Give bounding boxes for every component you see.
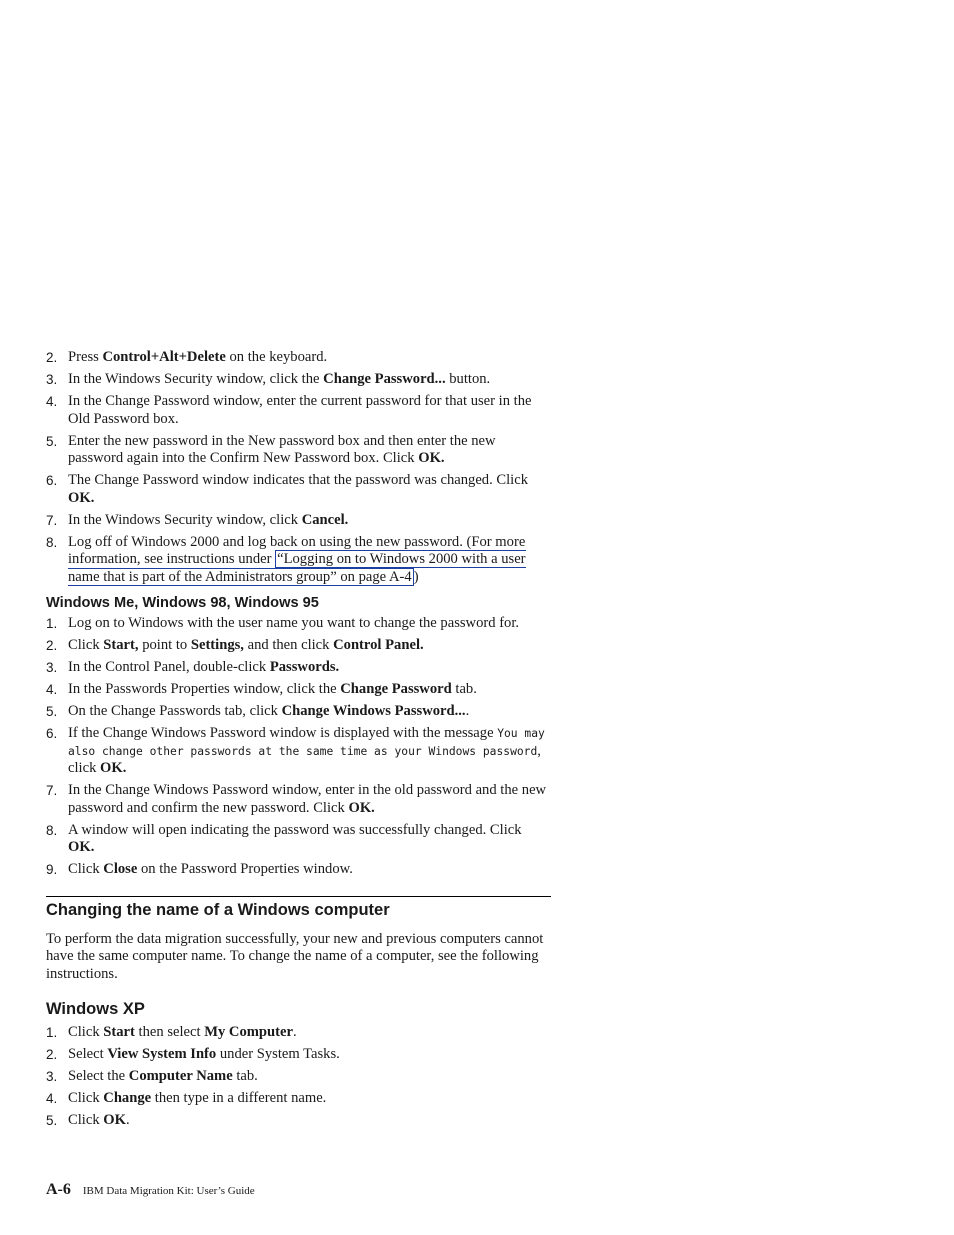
steps-windows-me (46, 615, 551, 879)
list-item: 5. On the Change Passwords tab, click Change Windows Password.... (46, 703, 470, 719)
subheading-windows-me: Windows Me, Windows 98, Windows 95 (46, 595, 319, 611)
list-item: 5. Enter the new password in the New password box and then enter the new password again into the Confirm New Password box. Click OK. (46, 432, 496, 466)
list-item: 4. In the Change Password window, enter the current password for that user in the Old Password box. (46, 393, 532, 427)
page-content (46, 349, 551, 1134)
list-item: 4. Click Change then type in a different name. (46, 1090, 327, 1106)
steps-windows-xp (46, 1024, 551, 1130)
steps-windows-2000 (46, 349, 551, 586)
list-item: 5. Click OK. (46, 1112, 130, 1128)
subheading-windows-xp: Windows XP (46, 1000, 145, 1018)
list-item: 3. In the Control Panel, double-click Passwords. (46, 659, 340, 675)
page-number: A-6 (46, 1181, 71, 1198)
message-text: You may also change other passwords at the same time as your Windows password (68, 727, 545, 758)
list-item: 6. The Change Password window indicates that the password was changed. Click OK. (46, 472, 529, 506)
section-paragraph: To perform the data migration successfully, your new and previous computers cannot have the same computer name. To change the name of a computer, see the following instructions. (46, 930, 544, 982)
list-item: 8. A window will open indicating the password was successfully changed. Click OK. (46, 821, 522, 855)
list-item: 9. Click Close on the Password Properties window. (46, 861, 353, 877)
list-item: 1. Log on to Windows with the user name you want to change the password for. (46, 615, 520, 631)
page-footer (46, 1181, 255, 1199)
list-item: 7. In the Windows Security window, click Cancel. (46, 511, 349, 528)
list-item: 2. Click Start, point to Settings, and then click Control Panel. (46, 637, 424, 653)
list-item: 2. Press Control+Alt+Delete on the keyboard. (46, 349, 328, 365)
book-title: IBM Data Migration Kit: User’s Guide (82, 1185, 255, 1197)
list-item: 6. If the Change Windows Password window is displayed with the message You may also change other passwords at the same time as your Windows password, click OK. (46, 725, 545, 776)
list-item: 7. In the Change Windows Password window, enter in the old password and the new password and confirm the new password. Click OK. (46, 782, 547, 816)
list-item: 4. In the Passwords Properties window, click the Change Password tab. (46, 681, 477, 697)
list-item: 3. In the Windows Security window, click the Change Password... button. (46, 371, 491, 387)
section-title: Changing the name of a Windows computer (46, 900, 390, 919)
list-item: 3. Select the Computer Name tab. (46, 1068, 258, 1084)
list-item: 8. Log off of Windows 2000 and log back on using the new password. (For more information, see instructions under “Logging on to Windows 2000 with a user name that is part of the Administrators group” on page A-4 ) (46, 533, 526, 585)
cross-reference-link[interactable]: “Logging on to Windows 2000 with a user name that is part of the Administrators group” on page A-4 (68, 551, 526, 585)
list-item: 1. Click Start then select My Computer. (46, 1024, 297, 1040)
list-item: 2. Select View System Info under System Tasks. (46, 1046, 340, 1062)
